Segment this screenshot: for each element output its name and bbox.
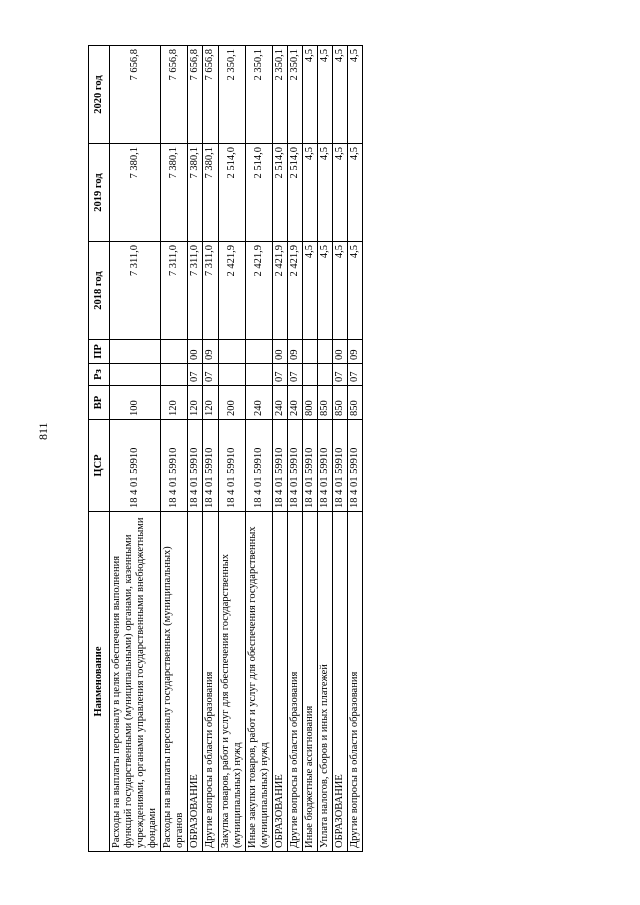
cell-2019: 2 514,0	[218, 144, 245, 242]
cell-rz: 07	[203, 364, 218, 386]
cell-csr: 18 4 01 59910	[203, 420, 218, 512]
cell-2018: 7 311,0	[188, 242, 203, 340]
header-2020: 2020 год	[89, 46, 110, 144]
cell-csr: 18 4 01 59910	[218, 420, 245, 512]
cell-2020: 4,5	[333, 46, 348, 144]
cell-2018: 4,5	[317, 242, 332, 340]
header-2019: 2019 год	[89, 144, 110, 242]
cell-name: Расходы на выплаты персоналу в целях обеспечения выполнения функций государственными (муниципальными) органами, казенными учреждениями, органами управления государственными внебюджетными фондами	[110, 512, 161, 852]
cell-name: Иные бюджетные ассигнования	[302, 512, 317, 852]
table-row	[302, 46, 317, 852]
cell-rz: 07	[333, 364, 348, 386]
cell-2018: 2 421,9	[218, 242, 245, 340]
header-rz: Рз	[89, 364, 110, 386]
cell-2020: 7 656,8	[203, 46, 218, 144]
cell-csr: 18 4 01 59910	[302, 420, 317, 512]
cell-name: ОБРАЗОВАНИЕ	[333, 512, 348, 852]
cell-vr: 120	[161, 386, 188, 420]
cell-csr: 18 4 01 59910	[188, 420, 203, 512]
cell-name: Другие вопросы в области образования	[348, 512, 363, 852]
cell-csr: 18 4 01 59910	[287, 420, 302, 512]
cell-rz	[302, 364, 317, 386]
cell-vr: 850	[333, 386, 348, 420]
cell-pr: 00	[188, 340, 203, 364]
cell-vr: 120	[188, 386, 203, 420]
page-number: 811	[36, 422, 50, 440]
cell-vr: 240	[245, 386, 272, 420]
cell-2020: 7 656,8	[161, 46, 188, 144]
cell-2018: 2 421,9	[245, 242, 272, 340]
cell-2018: 7 311,0	[110, 242, 161, 340]
cell-pr	[317, 340, 332, 364]
cell-rz: 07	[287, 364, 302, 386]
cell-name: Закупка товаров, работ и услуг для обеспечения государственных (муниципальных) нужд	[218, 512, 245, 852]
cell-2020: 2 350,1	[287, 46, 302, 144]
cell-rz: 07	[348, 364, 363, 386]
budget-table	[88, 45, 363, 852]
table-row	[161, 46, 188, 852]
cell-vr: 200	[218, 386, 245, 420]
header-csr: ЦСР	[89, 420, 110, 512]
cell-2018: 2 421,9	[287, 242, 302, 340]
cell-pr: 09	[287, 340, 302, 364]
cell-csr: 18 4 01 59910	[333, 420, 348, 512]
cell-vr: 240	[272, 386, 287, 420]
table-row	[110, 46, 161, 852]
table-row	[272, 46, 287, 852]
cell-vr: 120	[203, 386, 218, 420]
cell-2020: 4,5	[302, 46, 317, 144]
table-row	[218, 46, 245, 852]
cell-2018: 7 311,0	[161, 242, 188, 340]
cell-pr: 09	[203, 340, 218, 364]
header-vr: ВР	[89, 386, 110, 420]
cell-pr	[161, 340, 188, 364]
table-row	[287, 46, 302, 852]
cell-name: Другие вопросы в области образования	[287, 512, 302, 852]
header-pr: ПР	[89, 340, 110, 364]
cell-name: Расходы на выплаты персоналу государственных (муниципальных) органов	[161, 512, 188, 852]
cell-2019: 7 380,1	[110, 144, 161, 242]
cell-name: Уплата налогов, сборов и иных платежей	[317, 512, 332, 852]
cell-csr: 18 4 01 59910	[161, 420, 188, 512]
table-row	[203, 46, 218, 852]
cell-pr: 09	[348, 340, 363, 364]
cell-rz	[161, 364, 188, 386]
header-2018: 2018 год	[89, 242, 110, 340]
cell-pr: 00	[272, 340, 287, 364]
cell-2018: 7 311,0	[203, 242, 218, 340]
cell-2020: 2 350,1	[245, 46, 272, 144]
table-body	[110, 46, 363, 852]
cell-vr: 100	[110, 386, 161, 420]
cell-2020: 4,5	[348, 46, 363, 144]
cell-2019: 2 514,0	[287, 144, 302, 242]
cell-2019: 7 380,1	[161, 144, 188, 242]
cell-name: ОБРАЗОВАНИЕ	[188, 512, 203, 852]
cell-2018: 4,5	[348, 242, 363, 340]
cell-2018: 4,5	[333, 242, 348, 340]
cell-name: ОБРАЗОВАНИЕ	[272, 512, 287, 852]
cell-pr	[245, 340, 272, 364]
cell-rz	[317, 364, 332, 386]
cell-2019: 7 380,1	[188, 144, 203, 242]
cell-vr: 800	[302, 386, 317, 420]
table-row	[245, 46, 272, 852]
cell-2019: 4,5	[302, 144, 317, 242]
cell-2019: 4,5	[333, 144, 348, 242]
cell-2020: 2 350,1	[218, 46, 245, 144]
cell-2019: 4,5	[348, 144, 363, 242]
cell-2020: 7 656,8	[110, 46, 161, 144]
cell-2018: 4,5	[302, 242, 317, 340]
cell-csr: 18 4 01 59910	[317, 420, 332, 512]
cell-2019: 7 380,1	[203, 144, 218, 242]
cell-2020: 2 350,1	[272, 46, 287, 144]
cell-name: Другие вопросы в области образования	[203, 512, 218, 852]
cell-2018: 2 421,9	[272, 242, 287, 340]
cell-rz	[245, 364, 272, 386]
cell-rz	[218, 364, 245, 386]
cell-2019: 4,5	[317, 144, 332, 242]
table-row	[333, 46, 348, 852]
cell-csr: 18 4 01 59910	[348, 420, 363, 512]
cell-2019: 2 514,0	[272, 144, 287, 242]
table-header-row	[89, 46, 110, 852]
table-row	[317, 46, 332, 852]
cell-rz: 07	[188, 364, 203, 386]
cell-2020: 7 656,8	[188, 46, 203, 144]
cell-csr: 18 4 01 59910	[110, 420, 161, 512]
cell-name: Иные закупки товаров, работ и услуг для обеспечения государственных (муниципальных) нужд	[245, 512, 272, 852]
cell-vr: 850	[348, 386, 363, 420]
cell-rz	[110, 364, 161, 386]
cell-pr	[110, 340, 161, 364]
cell-vr: 240	[287, 386, 302, 420]
cell-pr	[302, 340, 317, 364]
cell-vr: 850	[317, 386, 332, 420]
cell-2019: 2 514,0	[245, 144, 272, 242]
table-row	[348, 46, 363, 852]
cell-pr	[218, 340, 245, 364]
table-row	[188, 46, 203, 852]
cell-rz: 07	[272, 364, 287, 386]
budget-table-container	[88, 46, 370, 852]
cell-csr: 18 4 01 59910	[245, 420, 272, 512]
header-name: Наименование	[89, 512, 110, 852]
cell-pr: 00	[333, 340, 348, 364]
cell-2020: 4,5	[317, 46, 332, 144]
cell-csr: 18 4 01 59910	[272, 420, 287, 512]
